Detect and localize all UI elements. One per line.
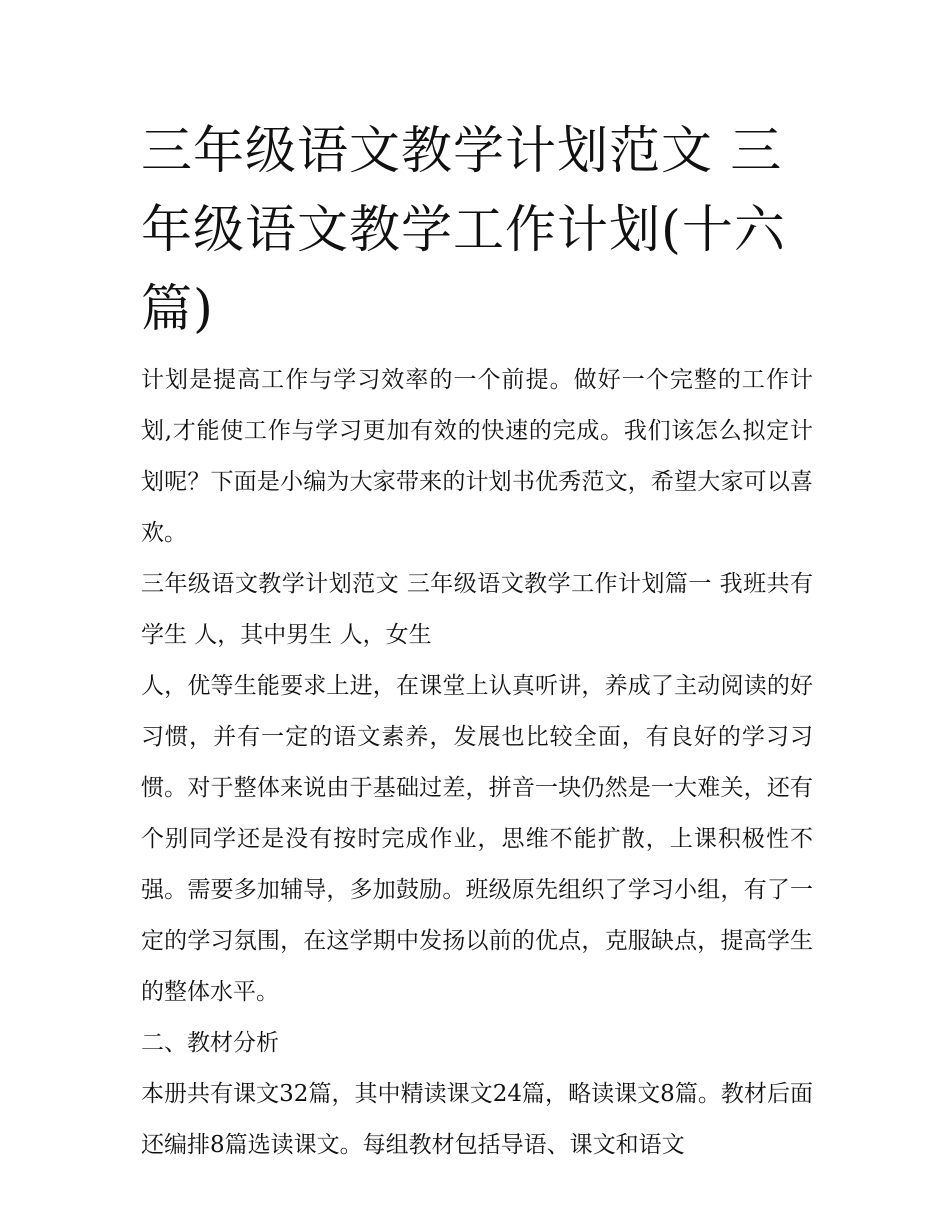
section-heading: 二、教材分析: [141, 1030, 279, 1056]
textbook-analysis-paragraph: 本册共有课文32篇，其中精读课文24篇，略读课文8篇。教材后面还编排8篇选读课文。每组教材包括导语、课文和语文: [141, 1081, 813, 1158]
class-analysis-paragraph: 人，优等生能要求上进，在课堂上认真听讲，养成了主动阅读的好习惯，并有一定的语文素养，发展也比较全面，有良好的学习习惯。对于整体来说由于基础过差，拼音一块仍然是一大难关，还有个别同学还是没有按时完成作业，思维不能扩散，上课积极性不强。需要多加辅导，多加鼓励。班级原先组织了学习小组，有了一定的学习氛围，在这学期中发扬以前的优点，克服缺点，提高学生的整体水平。: [141, 673, 813, 1005]
document-title: 三年级语文教学计划范文 三年级语文教学工作计划(十六篇): [141, 122, 786, 339]
intro-paragraph: 计划是提高工作与学习效率的一个前提。做好一个完整的工作计划,才能使工作与学习更加有效的快速的完成。我们该怎么拟定计划呢？下面是小编为大家带来的计划书优秀范文，希望大家可以喜欢。: [141, 367, 813, 546]
document-page: [141, 112, 813, 1171]
section-heading-paragraph: 三年级语文教学计划范文 三年级语文教学工作计划篇一 我班共有学生 人，其中男生 人，女生: [141, 571, 813, 648]
